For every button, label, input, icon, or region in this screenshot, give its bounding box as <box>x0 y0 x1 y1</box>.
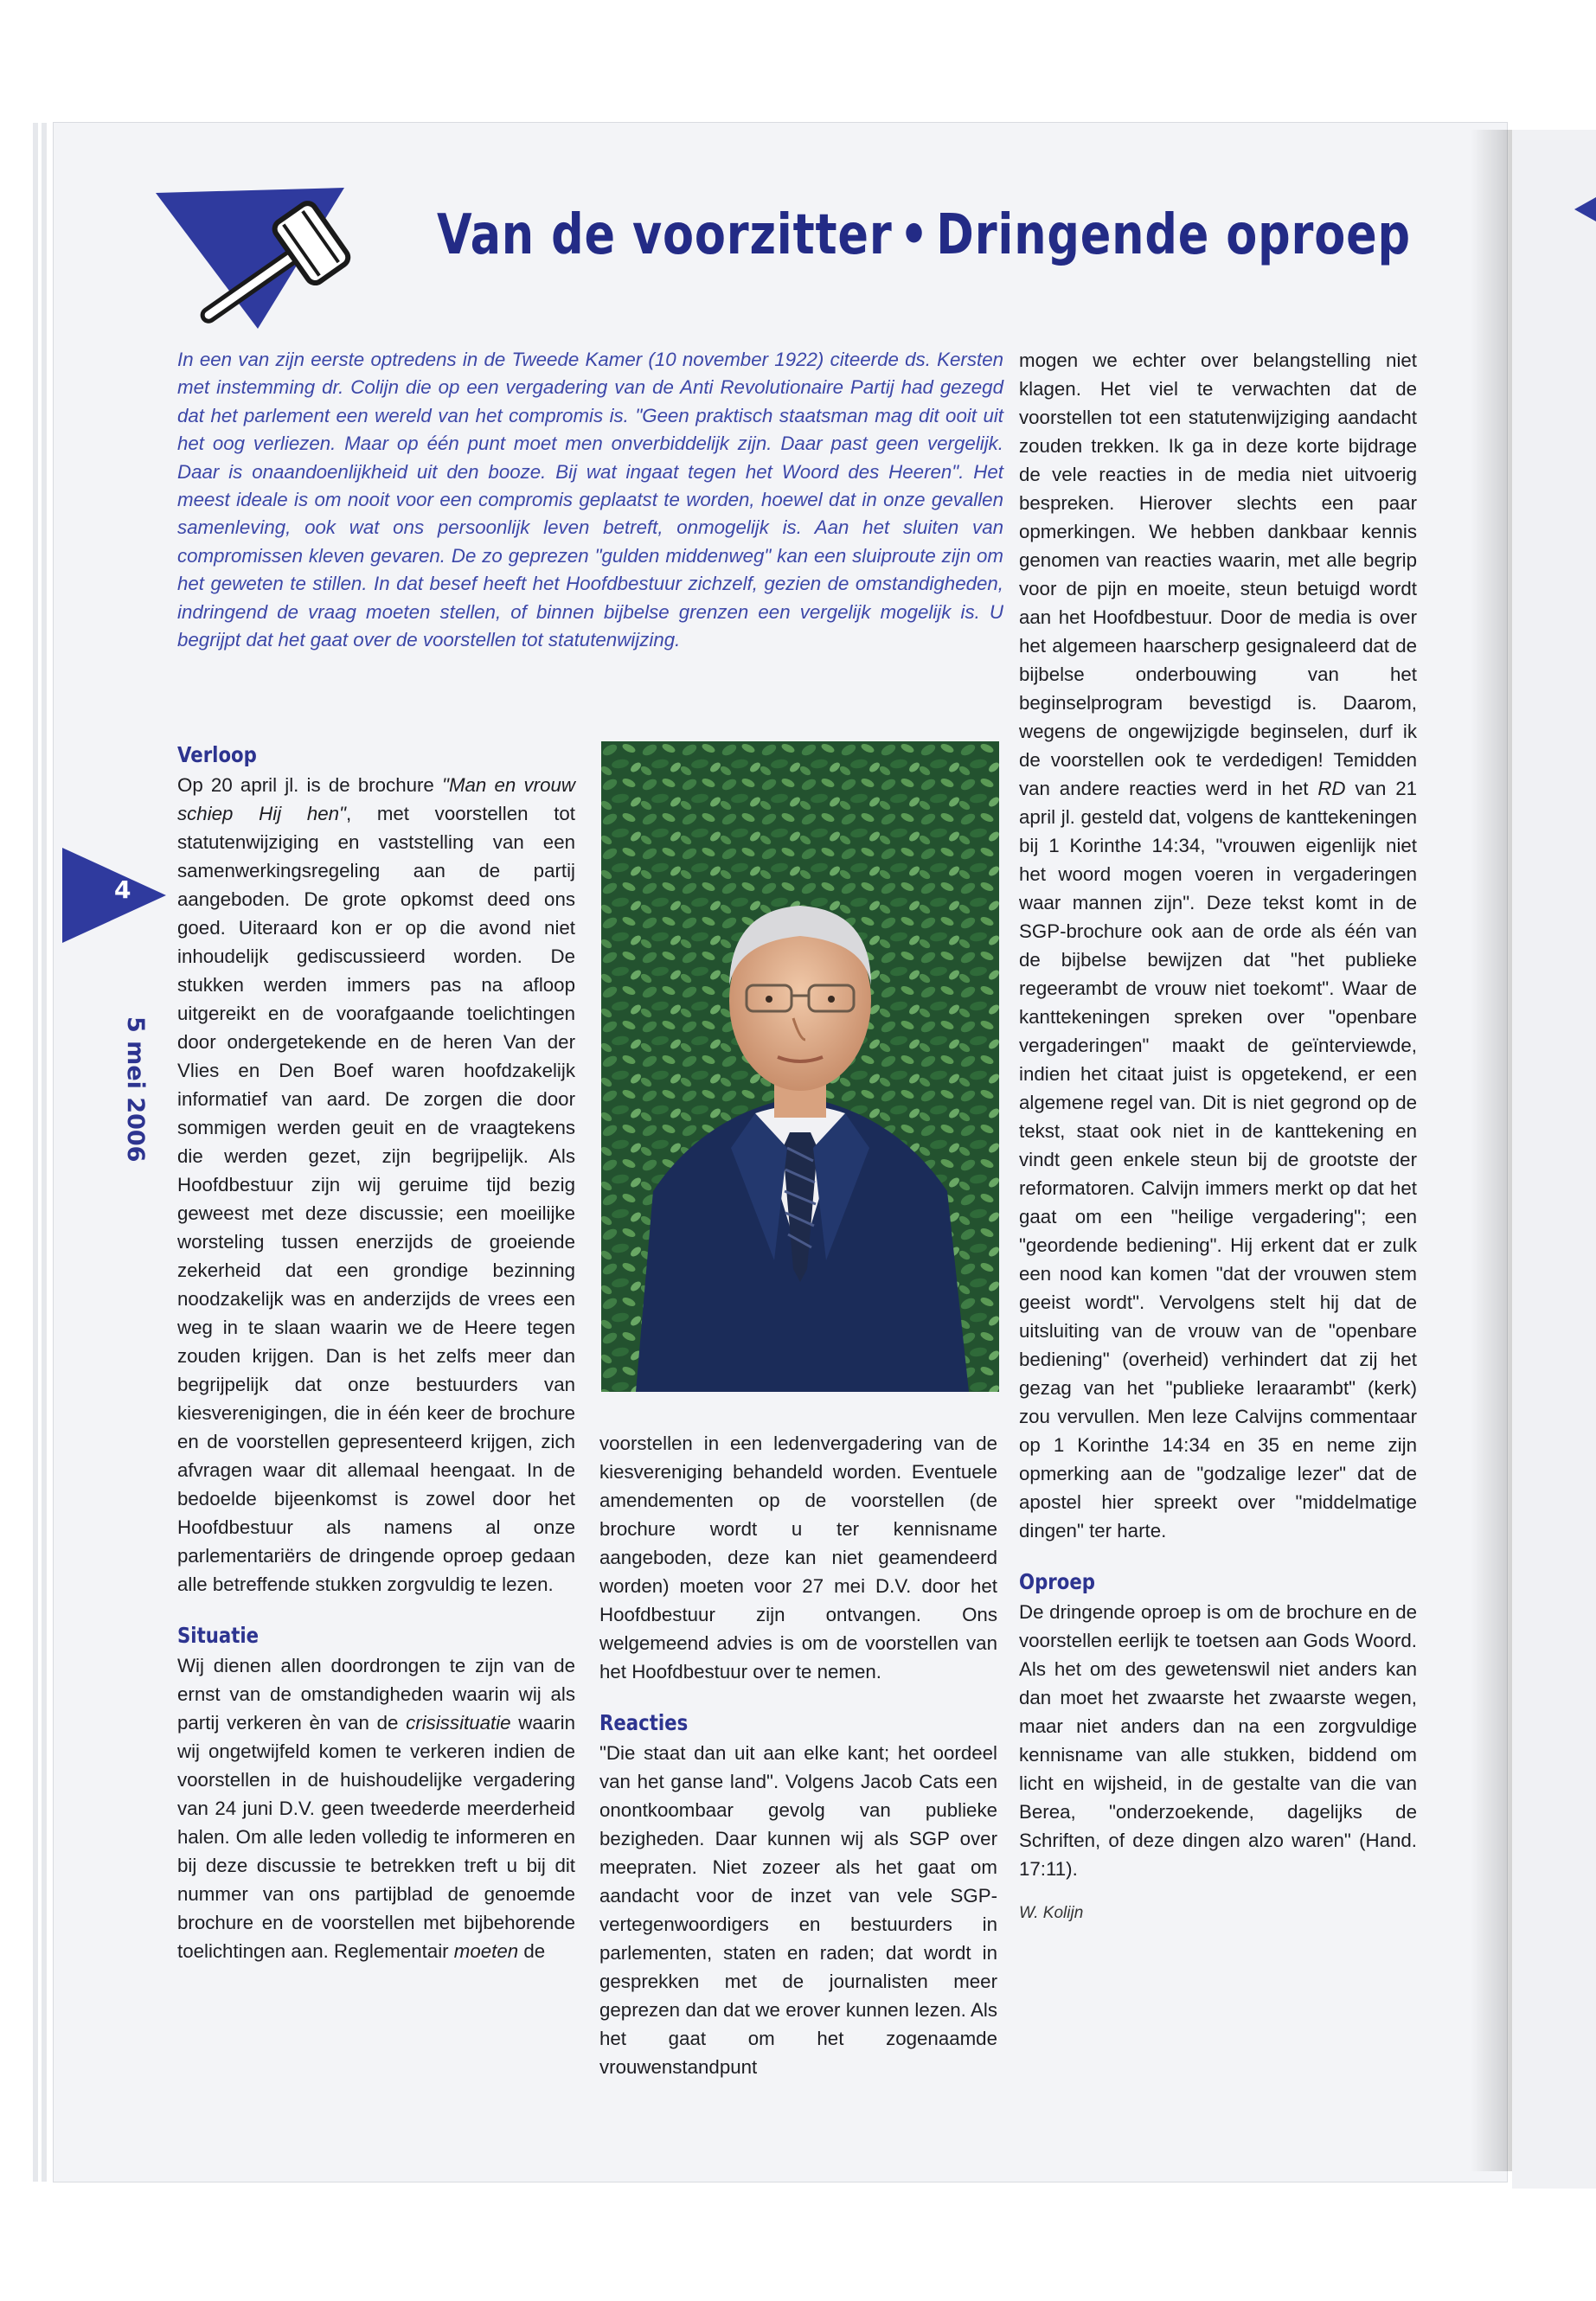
situatie-text <box>177 1651 575 1965</box>
page-stack-edge <box>42 123 47 2182</box>
rd-newspaper: RD <box>1317 778 1346 799</box>
situatie-text-start: Wij dienen allen doordrongen te zijn van de ernst van de omstandigheden waarin wij als partij verkeren èn van de <box>177 1655 575 1734</box>
column-left <box>177 740 575 1965</box>
gavel-logo-icon <box>154 177 388 333</box>
situatie-text-end: de <box>518 1940 546 1962</box>
signature: W. Kolijn <box>1019 1904 1084 1922</box>
spine-shadow <box>1471 130 1514 2171</box>
page-stack-edge <box>33 123 38 2182</box>
title-left: Van de voorzitter <box>437 203 893 267</box>
col-c-text-rest: van 21 april jl. gesteld dat, volgens de kanttekeningen bij 1 Korinthe 14:34, "vrouwen eigenlijk niet het woord mogen voeren in vergaderingen waar mannen zijn". Deze tekst komt in de SGP-brochure ook aan de orde als één van de bijbelse bewijzen dat "het publieke regeerambt de vrouw niet toekomt". Waar de kanttekeningen spreken over "openbare vergaderingen" maakt de geïnterviewde, indien het citaat juist is opgetekend, er een algemene regel van. Dit is niet gegrond op de tekst, staat ook niet in de kanttekening en vindt geen enkele steun bij de grootste der reformatoren. Calvijn immers merkt op dat het gaat om een "heilige vergadering"; een "geordende bediening". Hij erkent dat er zulk een nood kan komen "dat der vrouwen stem geeist wordt". Vervolgens stelt hij dat de uitsluiting van de vrouw van de "openbare bediening" (overheid) verhindert dat zij het gezag van het "publieke leraarambt" (kerk) zou vervullen. Men leze Calvijns commentaar op 1 Korinthe 14:34 en 35 en neme zijn opmerking aan de "godzalige lezer" dat de apostel hier spreekt over "middelmatige dingen" ter harte. <box>1019 778 1418 1541</box>
column-middle <box>599 1429 997 2081</box>
column-right <box>1019 346 1417 1927</box>
verloop-text-start: Op 20 april jl. is de brochure <box>177 774 443 796</box>
heading-situatie: Situatie <box>177 1623 260 1648</box>
oproep-text: De dringende oproep is om de brochure en de voorstellen eerlijk te toetsen aan Gods Woord. Als het om des gewetenswil niet anders kan dan moet het zwaarste het zwaarste wegen, maar niet anders dan na een zorgvuldige kennisname van alle stukken, biddend om licht en wijsheid, in de gestalte van die van Berea, "onderzoekende, dagelijks de Schriften, of deze dingen alzo waren" (Hand. 17:11). <box>1019 1601 1417 1880</box>
brochure-title: "Man en vrouw schiep Hij hen" <box>177 774 575 824</box>
heading-reacties: Reacties <box>599 1710 689 1735</box>
issue-date: 5 mei 2006 <box>122 1016 149 1163</box>
title-separator: • <box>899 203 930 267</box>
portrait-photo <box>601 741 999 1392</box>
reacties-text: "Die staat dan uit aan elke kant; het oordeel van het ganse land". Volgens Jacob Cats een onontkoombaar gevolg van publieke bezigheden. Daar kunnen wij als SGP over meepraten. Niet zozeer als het gaat om aandacht voor de inzet van vele SGP-vertegenwoordigers en bestuurders in parlementen, staten en raden; dat wordt in gesprekken met de journalisten meer geprezen dan dat we erover kunnen lezen. Als het gaat om het zogenaamde vrouwenstandpunt <box>599 1742 997 2078</box>
col-c-text <box>1019 346 1417 1545</box>
intro-paragraph: In een van zijn eerste optredens in de Tweede Kamer (10 november 1922) citeerde ds. Kersten met instemming dr. Colijn die op een vergadering van de Anti Revolutionaire Partij had gezegd dat het parlement een wereld van het compromis is. "Geen praktisch staatsman mag dit ooit uit het oog verliezen. Maar op één punt moet men onverbiddelijk zijn. Daar past geen vergelijk. Daar is onaandoenlijkheid uit den booze. Bij wat ingaat tegen het Woord des Heeren". Het meest ideale is om nooit voor een compromis geplaatst te worden, hoewel dat in onze gevallen samenleving, ook wat ons persoonlijk leven betreft, onmogelijk is. Aan het sluiten van compromissen kleven gevaren. De zo geprezen "gulden middenweg" kan een sluiproute zijn om het geweten te stillen. In dat besef heeft het Hoofdbestuur zichzelf, gezien de omstandigheden, indringend de vraag moeten stellen, of binnen bijbelse grenzen een vergelijk mogelijk is. U begrijpt dat het gaat over de voorstellen tot statutenwijzing. <box>177 349 1003 651</box>
page-title <box>437 203 1411 267</box>
col-b-continued-text: voorstellen in een ledenvergadering van de kiesvereniging behandeld worden. Eventuele amendementen op de voorstellen (de brochure wordt u ter kennisname aangeboden, deze kan niet geamendeerd worden) moeten voor 27 mei D.V. door het Hoofdbestuur zijn ontvangen. Ons welgemeend advies is om de voorstellen van het Hoofdbestuur over te nemen. <box>599 1433 997 1682</box>
verloop-text <box>177 771 575 1599</box>
situatie-text-mid: waarin wij ongetwijfeld komen te verkeren indien de voorstellen in de huishoudelijke vergadering van 24 juni D.V. geen tweederde meerderheid halen. Om alle leden volledig te informeren en bij deze discussie te betrekken treft u bij dit nummer van ons partijblad de genoemde brochure en de voorstellen met bijbehorende toelichtingen aan. Reglementair <box>177 1712 575 1962</box>
heading-oproep: Oproep <box>1019 1569 1095 1594</box>
col-c-text-start: mogen we echter over belangstelling niet klagen. Het viel te verwachten dat de voorstellen tot een statutenwijziging aandacht zouden trekken. Ik ga in deze korte bijdrage de vele reacties in de media niet uitvoerig bespreken. Hierover slechts een paar opmerkingen. We hebben dankbaar kennis genomen van reacties waarin, met alle begrip voor de pijn en moeite, steun betuigd wordt aan het Hoofdbestuur. Door de media is over het algemeen haarscherp gesignaleerd dat de bijbelse onderbouwing van het beginselprogram bevestigd is. Daarom, wegens de ongewijzigde beginselen, durf ik de voorstellen ook te verdedigen! Temidden van andere reacties werd in het <box>1019 349 1417 799</box>
situatie-moeten: moeten <box>453 1940 519 1962</box>
page-number: 4 <box>114 875 131 904</box>
verloop-text-rest: , met voorstellen tot statutenwijziging en vaststelling van een samenwerkingsregeling aan de partij aangeboden. De grote opkomst deed ons goed. Uiteraard kon er op die avond niet inhoudelijk gediscussieerd worden. De stukken werden immers pas na afloop uitgereikt en de voorafgaande toelichtingen door ondergetekende en de heren Van der Vlies en Den Boef waren hoofdzakelijk informatief van aard. De zorgen die door sommigen werden geuit en de vraagtekens die werden gezet, zijn begrijpelijk. Als Hoofdbestuur zijn wij geruime tijd bezig geweest met deze discussie; een moeilijke worsteling tussen enerzijds de groeiende zekerheid dat een grondige bezinning noodzakelijk was en anderzijds de vrees een weg in te slaan waarin we de Heere tegen zouden krijgen. Dan is het zelfs meer dan begrijpelijk dat onze bestuurders van kiesverenigingen, die in één keer de brochure en de voorstellen gepresenteerd krijgen, zich afvragen waar dit allemaal heengaat. In de bedoelde bijeenkomst is zowel door het Hoofdbestuur als namens al onze parlementariërs de dringende oproep gedaan alle betreffende stukken zorgvuldig te lezen. <box>177 803 575 1595</box>
facing-page <box>1512 130 1596 2189</box>
heading-verloop: Verloop <box>177 742 257 767</box>
title-right: Dringende oproep <box>936 203 1411 267</box>
facing-page-triangle-icon <box>1574 197 1596 221</box>
situatie-crisis: crisissituatie <box>406 1712 511 1734</box>
